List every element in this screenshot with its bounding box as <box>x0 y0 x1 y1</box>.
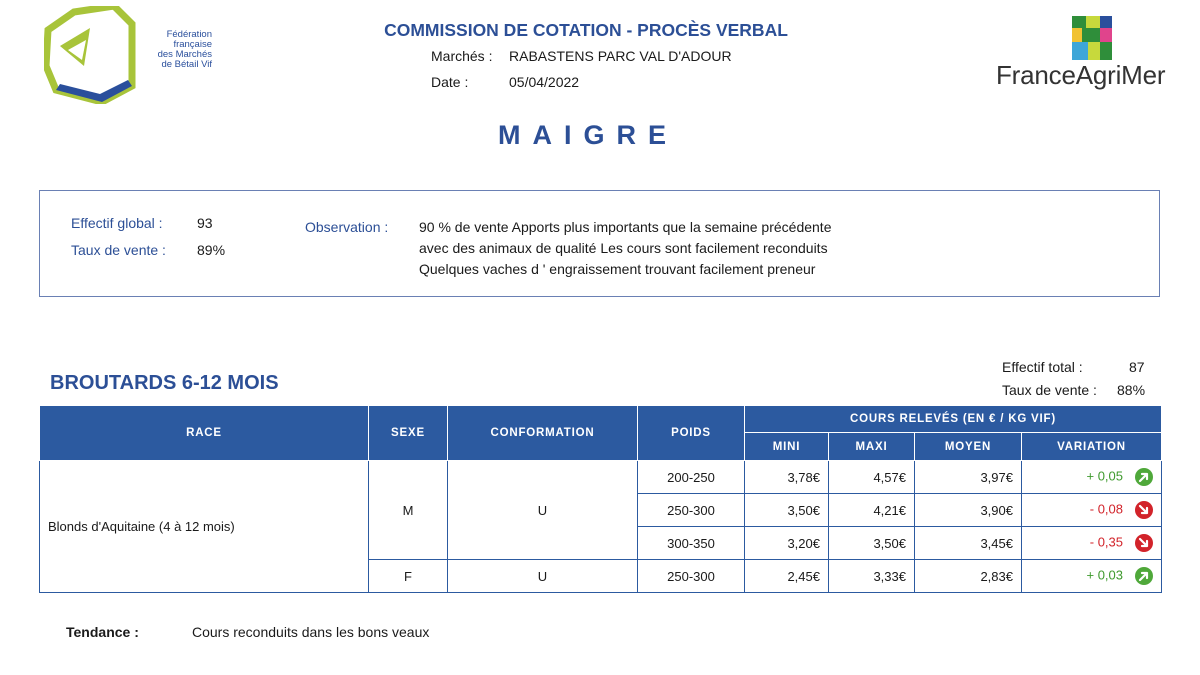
maxi-cell: 4,21€ <box>829 494 915 527</box>
tendance-label: Tendance : <box>66 624 139 640</box>
date-value: 05/04/2022 <box>509 74 580 90</box>
section-title: BROUTARDS 6-12 MOIS <box>50 372 279 394</box>
observation-label: Observation : <box>305 219 389 235</box>
mini-cell: 2,45€ <box>745 560 829 593</box>
observation-line: avec des animaux de qualité Les cours sont facilement reconduits <box>419 240 828 256</box>
moyen-cell: 2,83€ <box>915 560 1022 593</box>
taux-vente-value: 89% <box>197 242 226 258</box>
variation-value: + 0,03 <box>1086 567 1124 583</box>
header-poids: POIDS <box>638 406 745 461</box>
date-label: Date : <box>431 74 469 90</box>
market-label: Marchés : <box>431 48 493 64</box>
header-mini: MINI <box>745 433 829 461</box>
trend-up-arrow-icon <box>1135 567 1153 585</box>
variation-cell <box>1022 560 1162 593</box>
moyen-cell: 3,90€ <box>915 494 1022 527</box>
poids-cell: 200-250 <box>638 461 745 494</box>
header-sexe: SEXE <box>369 406 448 461</box>
poids-cell: 250-300 <box>638 560 745 593</box>
observation-line: Quelques vaches d ' engraissement trouvant facilement preneur <box>419 261 816 277</box>
conformation-cell: U <box>448 461 638 560</box>
variation-value: - 0,08 <box>1089 501 1124 517</box>
logo-line: française <box>173 39 212 50</box>
trend-down-arrow-icon <box>1135 501 1153 519</box>
maxi-cell: 3,33€ <box>829 560 915 593</box>
page-title: COMMISSION DE COTATION - PROCÈS VERBAL <box>384 20 788 40</box>
header-variation: VARIATION <box>1022 433 1162 461</box>
logo-line: Fédération <box>166 29 212 40</box>
trend-down-arrow-icon <box>1135 534 1153 552</box>
effectif-total-value: 87 <box>1129 359 1145 375</box>
conformation-cell: U <box>448 560 638 593</box>
sexe-cell: M <box>369 461 448 560</box>
header-moyen: MOYEN <box>915 433 1022 461</box>
variation-value: - 0,35 <box>1089 534 1124 550</box>
moyen-cell: 3,45€ <box>915 527 1022 560</box>
variation-cell <box>1022 527 1162 560</box>
tendance-text: Cours reconduits dans les bons veaux <box>192 624 430 640</box>
mini-cell: 3,78€ <box>745 461 829 494</box>
race-cell: Blonds d'Aquitaine (4 à 12 mois) <box>40 461 369 593</box>
header-race: RACE <box>40 406 369 461</box>
section-taux-label: Taux de vente : <box>1002 382 1097 398</box>
variation-cell <box>1022 494 1162 527</box>
franceagrimer-wordmark: FranceAgriMer <box>996 60 1166 90</box>
franceagrimer-mosaic-icon <box>1072 16 1112 60</box>
effectif-global-label: Effectif global : <box>71 215 163 231</box>
effectif-total-label: Effectif total : <box>1002 359 1083 375</box>
effectif-global-value: 93 <box>197 215 213 231</box>
logo-line: des Marchés <box>157 49 212 60</box>
ffmbv-logo-text <box>132 30 212 70</box>
market-value: RABASTENS PARC VAL D'ADOUR <box>509 48 732 64</box>
moyen-cell: 3,97€ <box>915 461 1022 494</box>
poids-cell: 250-300 <box>638 494 745 527</box>
poids-cell: 300-350 <box>638 527 745 560</box>
variation-cell <box>1022 461 1162 494</box>
section-taux-value: 88% <box>1117 382 1146 398</box>
mini-cell: 3,50€ <box>745 494 829 527</box>
mini-cell: 3,20€ <box>745 527 829 560</box>
ffmbv-logo <box>44 6 212 104</box>
sexe-cell: F <box>369 560 448 593</box>
maxi-cell: 4,57€ <box>829 461 915 494</box>
franceagrimer-logo <box>990 12 1165 94</box>
trend-up-arrow-icon <box>1135 468 1153 486</box>
table-row <box>40 461 1162 494</box>
header-cours: COURS RELEVÉS (EN € / KG VIF) <box>745 406 1162 433</box>
category-title: MAIGRE <box>498 120 678 150</box>
header-maxi: MAXI <box>829 433 915 461</box>
logo-line: de Bétail Vif <box>161 59 212 70</box>
cotation-table <box>39 405 1162 593</box>
observation-line: 90 % de vente Apports plus importants que la semaine précédente <box>419 219 832 235</box>
taux-vente-label: Taux de vente : <box>71 242 166 258</box>
maxi-cell: 3,50€ <box>829 527 915 560</box>
variation-value: + 0,05 <box>1086 468 1124 484</box>
header-conformation: CONFORMATION <box>448 406 638 461</box>
